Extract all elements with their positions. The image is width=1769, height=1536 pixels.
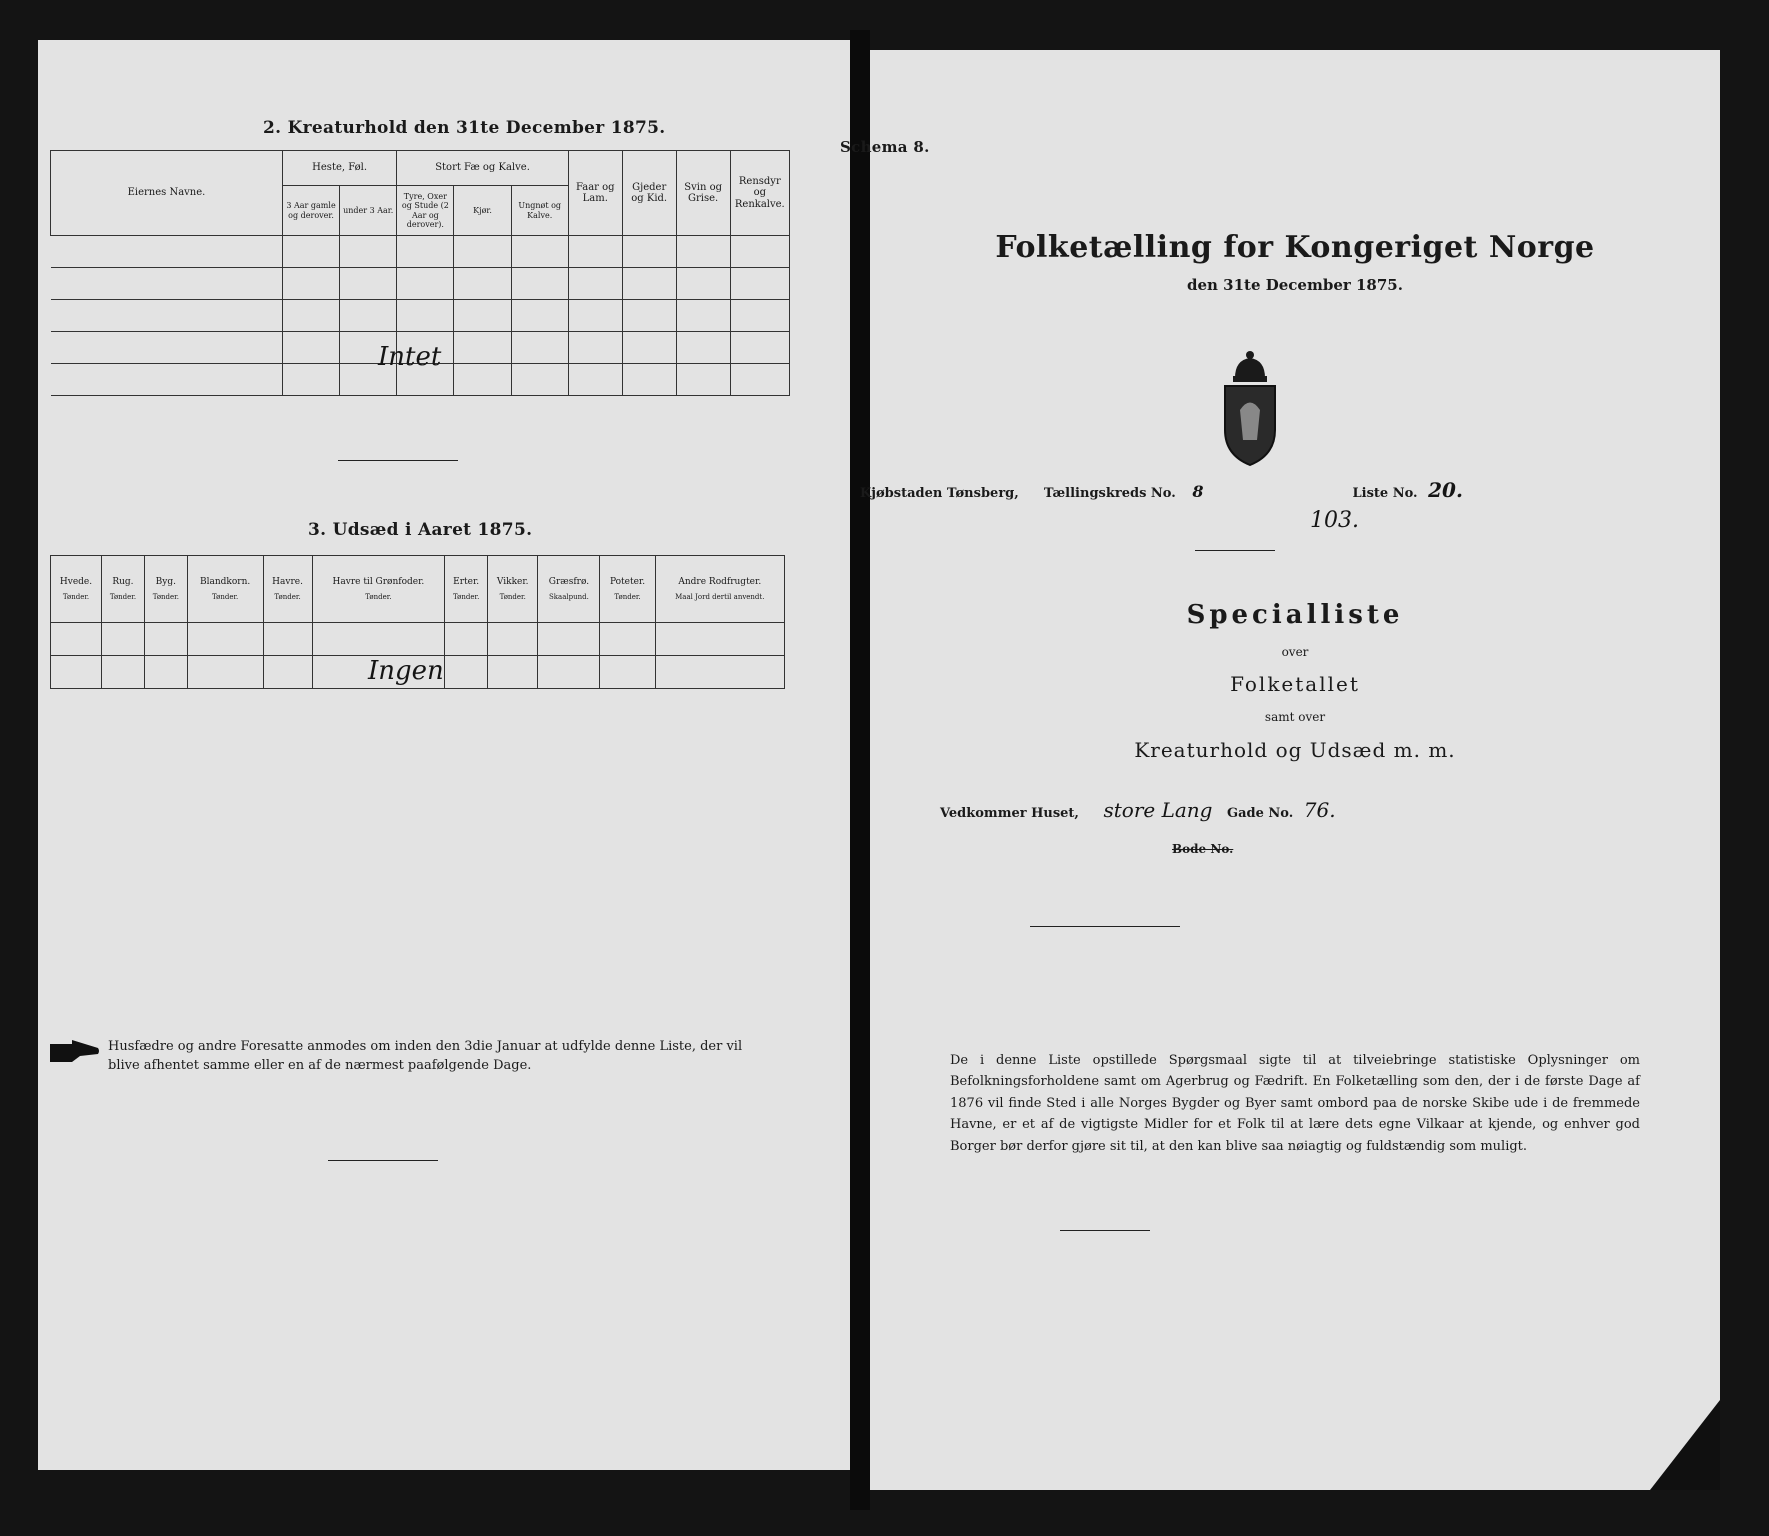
sowing-col-name: Græsfrø.	[548, 576, 590, 587]
sowing-cell	[144, 623, 187, 656]
cattle-sub3: Ungnøt og Kalve.	[511, 186, 568, 236]
sowing-col-header	[187, 556, 263, 623]
schema-label: Schema 8.	[840, 138, 930, 156]
intro-paragraph: De i denne Liste opstillede Spørgsmaal sigte til at tilveiebringe statistiske Oplysninger om Befolkningsforholdene samt om Agerbrug og Fædrift. En Folketælling som den, der i de første Dage af 1876 vil finde Sted i alle Norges Bygder og Byer samt ombord paa de norske Skibe ude i de fremmede Havne, er et af de vigtigste Midler for et Folk til at lære dets egne Vilkaar at kjende, og enhver god Borger bør derfor gjøre sit til, at den kan blive saa nøiagtig og fuldstændig som muligt.	[950, 1053, 1640, 1154]
sowing-col-name: Byg.	[155, 576, 176, 587]
sowing-cell	[600, 656, 655, 689]
sowing-col-name: Vikker.	[496, 576, 529, 587]
sowing-col-name: Andre Rodfrugter.	[678, 576, 762, 587]
goats-header: Gjeder og Kid.	[622, 151, 676, 236]
sowing-col-name: Havre til Grønfoder.	[332, 576, 425, 587]
cattle-header: Stort Fæ og Kalve.	[397, 151, 569, 186]
sowing-col-unit: Tønder.	[212, 593, 239, 602]
table-row	[51, 236, 790, 268]
sowing-col-unit: Tønder.	[499, 593, 526, 602]
sowing-cell	[312, 623, 445, 656]
sowing-cell	[445, 623, 488, 656]
house-line	[940, 798, 1336, 822]
sowing-col-header	[538, 556, 600, 623]
sowing-col-header	[102, 556, 145, 623]
bottom-divider	[328, 1160, 438, 1161]
pointing-hand-icon	[50, 1040, 100, 1062]
sowing-col-header	[655, 556, 784, 623]
sowing-col-unit: Tønder.	[274, 593, 301, 602]
sowing-col-header	[600, 556, 655, 623]
list-extra-no: 103.	[1310, 508, 1359, 533]
gade-no: 76.	[1303, 798, 1336, 822]
book-spine	[850, 30, 870, 1510]
district-no: 8	[1192, 482, 1204, 501]
sowing-col-header	[488, 556, 538, 623]
horses-header: Heste, Føl.	[282, 151, 396, 186]
sowing-cell	[655, 623, 784, 656]
sowing-cell	[263, 623, 312, 656]
sowing-cell	[187, 623, 263, 656]
census-date: den 31te December 1875.	[1187, 276, 1403, 294]
sowing-col-unit: Maal Jord dertil anvendt.	[675, 593, 765, 602]
folketallet-title: Folketallet	[1230, 672, 1360, 696]
sowing-cell	[187, 656, 263, 689]
owner-col-header: Eiernes Navne.	[51, 151, 283, 236]
middle-divider	[1030, 926, 1180, 927]
sowing-cell	[102, 656, 145, 689]
sowing-col-unit: Tønder.	[453, 593, 480, 602]
sowing-col-name: Hvede.	[59, 576, 93, 587]
over-text-1: over	[1281, 645, 1309, 659]
coat-of-arms-icon	[1215, 350, 1285, 470]
sowing-cell	[488, 623, 538, 656]
census-title: Folketælling for Kongeriget Norge	[995, 230, 1595, 265]
sowing-cell	[600, 623, 655, 656]
sowing-col-name: Havre.	[272, 576, 303, 587]
handwritten-ingen: Ingen	[368, 656, 444, 686]
sowing-col-name: Blandkorn.	[200, 576, 251, 587]
sowing-cell	[655, 656, 784, 689]
house-label: Vedkommer Huset,	[940, 806, 1079, 821]
kreaturhold-title: Kreaturhold og Udsæd m. m.	[1134, 738, 1456, 762]
cattle-sub1: Tyre, Oxer og Stude (2 Aar og derover).	[397, 186, 454, 236]
pigs-header: Svin og Grise.	[676, 151, 730, 236]
gade-label: Gade No.	[1227, 806, 1294, 821]
samt-over-text: samt over	[1264, 710, 1326, 724]
sowing-cell	[538, 623, 600, 656]
sowing-col-name: Erter.	[453, 576, 480, 587]
cattle-sub2: Kjør.	[454, 186, 511, 236]
page-corner	[1650, 1400, 1720, 1490]
section3-title: 3. Udsæd i Aaret 1875.	[308, 520, 533, 540]
handwritten-intet: Intet	[378, 342, 442, 372]
section2-title: 2. Kreaturhold den 31te December 1875.	[263, 118, 666, 138]
sowing-col-name: Rug.	[112, 576, 134, 587]
table-row	[51, 623, 785, 656]
sowing-cell	[263, 656, 312, 689]
sowing-col-name: Poteter.	[609, 576, 646, 587]
sowing-col-header	[312, 556, 445, 623]
town-label: Kjøbstaden Tønsberg,	[860, 486, 1019, 501]
sowing-cell	[445, 656, 488, 689]
title-divider	[1195, 550, 1275, 551]
sowing-col-unit: Tønder.	[109, 593, 137, 602]
sowing-col-unit: Tønder.	[365, 593, 392, 602]
sowing-col-header	[51, 556, 102, 623]
sowing-col-unit: Tønder.	[152, 593, 179, 602]
sheep-header: Faar og Lam.	[568, 151, 622, 236]
sowing-cell	[488, 656, 538, 689]
notice-text: Husfædre og andre Foresatte anmodes om inden den 3die Januar at udfylde denne Liste, der vil blive afhentet samme eller en af de nærmest paafølgende Dage.	[108, 1039, 743, 1073]
left-page	[38, 40, 850, 1470]
list-label: Liste No.	[1352, 486, 1418, 501]
sowing-col-header	[263, 556, 312, 623]
sowing-cell	[51, 623, 102, 656]
sowing-cell	[51, 656, 102, 689]
right-page	[840, 50, 1720, 1490]
sowing-cell	[538, 656, 600, 689]
bode-label: Bode No.	[1172, 842, 1234, 856]
sowing-col-unit: Tønder.	[62, 593, 90, 602]
sowing-col-header	[144, 556, 187, 623]
specialliste-title: Specialliste	[1186, 600, 1404, 630]
table-row	[51, 268, 790, 300]
sowing-cell	[144, 656, 187, 689]
town-line	[860, 478, 1620, 502]
horses-sub1: 3 Aar gamle og derover.	[282, 186, 339, 236]
table-row	[51, 300, 790, 332]
sowing-col-header	[445, 556, 488, 623]
street-handwritten: store Lang	[1103, 798, 1213, 822]
sowing-col-unit: Skaalpund.	[549, 593, 589, 602]
list-no: 20.	[1428, 478, 1463, 502]
final-divider	[1060, 1230, 1150, 1231]
sowing-col-unit: Tønder.	[614, 593, 641, 602]
reindeer-header: Rensdyr og Renkalve.	[730, 151, 789, 236]
divider-line	[338, 460, 458, 461]
district-label: Tællingskreds No.	[1043, 486, 1176, 501]
horses-sub2: under 3 Aar.	[340, 186, 397, 236]
sowing-cell	[102, 623, 145, 656]
